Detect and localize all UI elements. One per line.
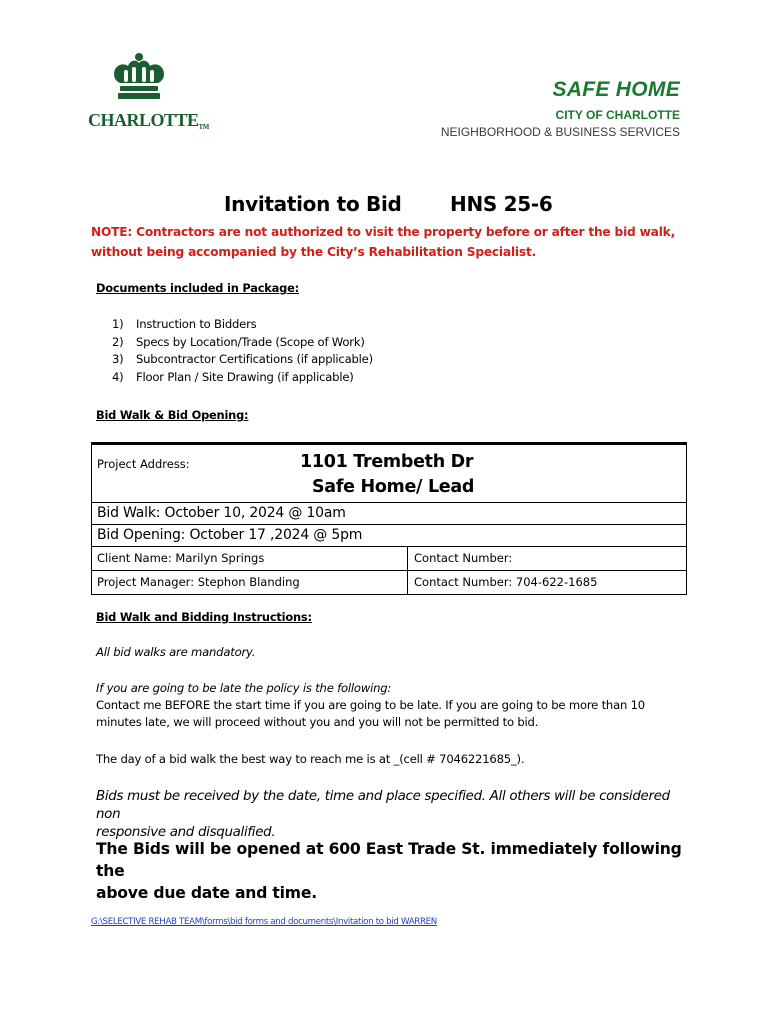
logo-wordmark: CHARLOTTETM [88,110,209,131]
bid-opening-row: Bid Opening: October 17 ,2024 @ 5pm [92,525,686,547]
instructions-heading: Bid Walk and Bidding Instructions: [96,610,312,624]
manager-contact: Contact Number: 704-622-1685 [414,575,598,589]
received-text: Bids must be received by the date, time and place specified. All others will be considered non responsive and disqualified. [96,789,670,840]
bid-walk-row: Bid Walk: October 10, 2024 @ 10am [92,503,686,525]
address-label: Project Address: [97,457,190,471]
documents-list [112,316,373,386]
bid-number: HNS 25-6 [450,192,553,216]
charlotte-logo [88,52,209,132]
program-title: SAFE HOME [552,78,680,101]
project-manager: Project Manager: Stephon Blanding [92,571,408,594]
list-item: 4) Floor Plan / Site Drawing (if applicable) [112,369,354,384]
header [441,78,680,139]
file-path-link[interactable]: G:\SELECTIVE REHAB TEAM\forms\bid forms and documents\Invitation to bid WARREN [91,917,437,927]
client-contact: Contact Number: [414,551,513,565]
address-line1: 1101 Trembeth Dr [300,452,474,472]
department-name: NEIGHBORHOOD & BUSINESS SERVICES [440,125,680,139]
reach-text: The day of a bid walk the best way to reach me is at _(cell # 7046221685_). [96,752,525,766]
documents-heading: Documents included in Package: [96,281,299,295]
crown-icon [108,52,170,106]
document-title: Invitation to Bid [224,192,402,216]
address-row [92,445,686,503]
client-row [92,547,686,571]
project-table [91,442,687,595]
client-name: Client Name: Marilyn Springs [92,547,408,570]
list-item: 2) Specs by Location/Trade (Scope of Work) [112,334,365,349]
opening-statement: The Bids will be opened at 600 East Trade St. immediately following the above due date and time. [96,840,682,902]
city-name: CITY OF CHARLOTTE [555,108,680,122]
address-line2: Safe Home/ Lead [312,477,475,497]
list-item: 1) Instruction to Bidders [112,317,257,331]
list-item: 3) Subcontractor Certifications (if applicable) [112,352,373,366]
mandatory-text: All bid walks are mandatory. [96,645,256,659]
manager-row [92,571,686,594]
contractor-note: NOTE: Contractors are not authorized to visit the property before or after the bid walk, without being accompanied by the City’s Rehabilitation Specialist. [91,225,676,259]
bidwalk-heading: Bid Walk & Bid Opening: [96,408,249,422]
late-policy: If you are going to be late the policy is the following: Contact me BEFORE the start time if you are going to be late. If you are going to be more than 10 minutes late, we will proceed without you and you will not be permitted to bid. [96,681,645,729]
